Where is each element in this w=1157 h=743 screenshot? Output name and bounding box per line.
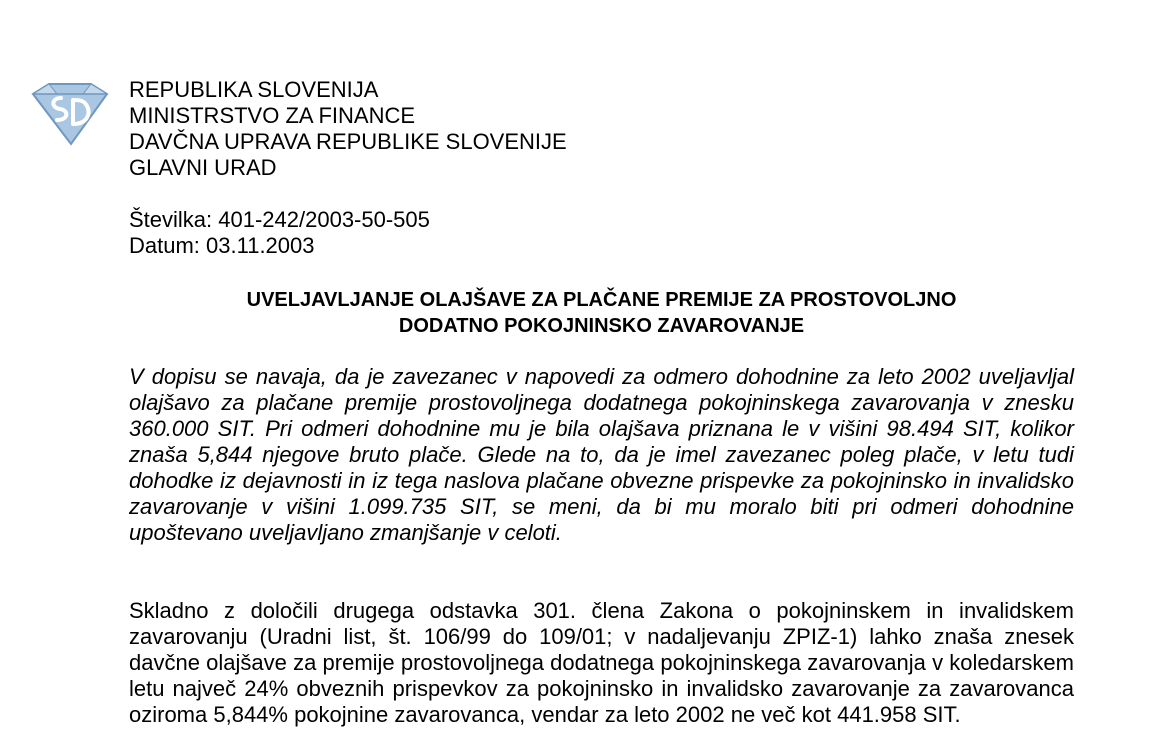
header-line-ministry: MINISTRSTVO ZA FINANCE xyxy=(129,103,416,128)
header-line-republic: REPUBLIKA SLOVENIJA xyxy=(129,77,379,102)
header-line-head-office: GLAVNI URAD xyxy=(129,155,277,180)
document-title-line-2: DODATNO POKOJNINSKO ZAVAROVANJE xyxy=(398,315,805,337)
authority-header xyxy=(129,77,567,181)
paragraph-inquiry: V dopisu se navaja, da je zavezanec v napovedi za odmero dohodnine za leto 2002 uveljavljal olajšavo za plačane premije prostovoljnega dodatnega pokojninskega zavarovanja v znesku 360.000 SIT. Pri odmeri dohodnine mu je bila olajšava priznana le v višini 98.494 SIT, kolikor znaša 5,844 njegove bruto plače. Glede na to, da je imel zavezanec poleg plače, v letu tudi dohodke iz dejavnosti in iz tega naslova plačane obvezne prispevke za pokojninsko in invalidsko zavarovanje v višini 1.099.735 SIT, se meni, da bi mu moralo biti pri odmeri dohodnine upoštevano uveljavljano zmanjšanje v celoti. xyxy=(129,364,1074,545)
document-number: Številka: 401-242/2003-50-505 xyxy=(129,207,430,232)
header-line-tax-administration: DAVČNA UPRAVA REPUBLIKE SLOVENIJE xyxy=(129,129,567,154)
paragraph-answer: Skladno z določili drugega odstavka 301. člena Zakona o pokojninskem in invalidskem zavarovanju (Uradni list, št. 106/99 do 109/01; v nadaljevanju ZPIZ-1) lahko znaša znesek davčne olajšave za premije prostovoljnega dodatnega pokojninskega zavarovanja v koledarskem letu največ 24% obveznih prispevkov za pokojninsko in invalidsko zavarovanje za zavarovanca oziroma 5,844% pokojnine zavarovanca, vendar za leto 2002 ne več kot 441.958 SIT. xyxy=(129,598,1074,727)
durs-logo-icon xyxy=(27,78,113,150)
document-date: Datum: 03.11.2003 xyxy=(129,233,315,258)
document-title-line-1: UVELJAVLJANJE OLAJŠAVE ZA PLAČANE PREMIJE ZA PROSTOVOLJNO xyxy=(246,289,957,311)
document-meta xyxy=(129,207,430,259)
document-title xyxy=(129,287,1074,339)
